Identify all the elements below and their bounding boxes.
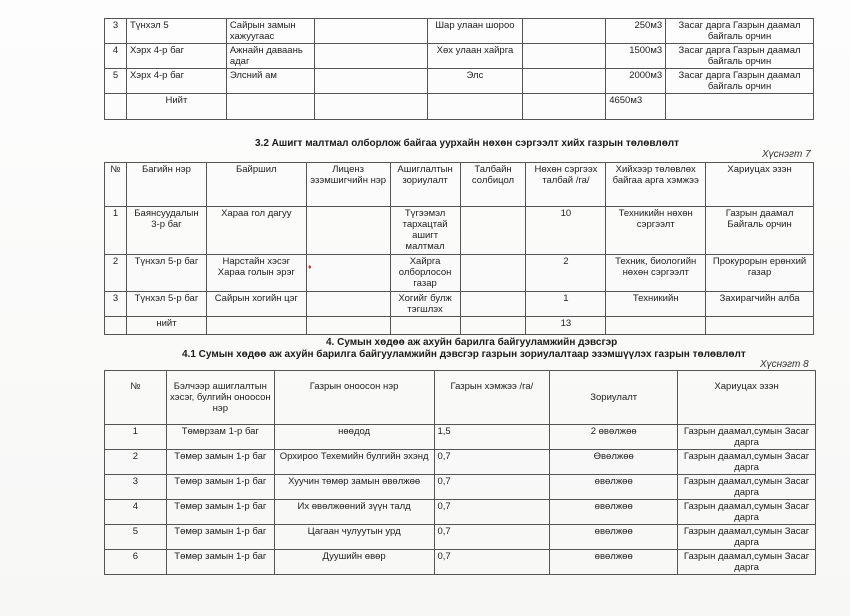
bag-name-cell: Хэрх 4-р баг (126, 44, 226, 69)
responsible-cell: Газрын даамал Байгаль орчин (706, 207, 814, 255)
row-number: 1 (105, 207, 127, 255)
area-cell: 1500м3 (606, 44, 666, 69)
purpose-cell: Өвөлжөө (550, 450, 678, 475)
place-name-cell: Хуучин төмөр замын өвөлжөө (274, 475, 434, 500)
land-size-cell: 1,5 (434, 425, 550, 450)
row-number: 5 (105, 69, 127, 94)
empty-cell (460, 207, 526, 255)
table-row (105, 69, 814, 94)
row-number: 1 (105, 425, 167, 450)
table-header-row (105, 163, 814, 207)
place-name-cell: нөөдод (274, 425, 434, 450)
empty-cell (606, 317, 706, 335)
purpose-cell: өвөлжөө (550, 525, 678, 550)
column-header: Бэлчээр ашиглалтын хэсэг, булгийн оноосон нэр (166, 371, 274, 425)
responsible-cell: Прокурорын ерөнхий газар (706, 255, 814, 292)
total-value: 4650м3 (606, 94, 666, 120)
column-header: Газрын хэмжээ /га/ (434, 371, 550, 425)
column-header: Нөхөн сэргээх талбай /га/ (526, 163, 606, 207)
responsible-cell: Газрын даамал,сумын Засаг дарга (678, 550, 816, 575)
empty-cell (460, 317, 526, 335)
column-header: Лиценз эзэмшигчийн нэр (306, 163, 390, 207)
empty-cell (306, 207, 390, 255)
table-row (105, 425, 816, 450)
location-cell: Сайрын хогийн цэг (206, 292, 306, 317)
place-name-cell: Их өвөлжөөний зүүн талд (274, 500, 434, 525)
table-row (105, 292, 814, 317)
empty-cell (666, 94, 814, 120)
land-size-cell: 0,7 (434, 450, 550, 475)
measure-cell: Техникийн (606, 292, 706, 317)
land-size-cell: 0,7 (434, 500, 550, 525)
place-name-cell: Дуушийн өвөр (274, 550, 434, 575)
responsible-cell: Газрын даамал,сумын Засаг дарга (678, 525, 816, 550)
row-number: 5 (105, 525, 167, 550)
column-header: Хийхээр төлөвлөх байгаа арга хэмжээ (606, 163, 706, 207)
purpose-cell: өвөлжөө (550, 550, 678, 575)
empty-cell (314, 19, 427, 44)
empty-cell (460, 292, 526, 317)
total-label: Нийт (126, 94, 226, 120)
location-cell: Ажнайн даваань адаг (226, 44, 314, 69)
responsible-cell: Засаг дарга Газрын даамал байгаль орчин (666, 44, 814, 69)
land-size-cell: 0,7 (434, 550, 550, 575)
table-row (105, 44, 814, 69)
total-label: нийт (126, 317, 206, 335)
row-number: 4 (105, 44, 127, 69)
empty-cell (706, 317, 814, 335)
purpose-cell: 2 өвөлжөө (550, 425, 678, 450)
mineral-cell: Хөх улаан хайрга (427, 44, 523, 69)
location-cell: Сайрын замын хажуугаас (226, 19, 314, 44)
table-row (105, 550, 816, 575)
total-value: 13 (526, 317, 606, 335)
empty-cell (226, 94, 314, 120)
column-header: Байршил (206, 163, 306, 207)
empty-cell (523, 44, 606, 69)
measure-cell: Техникийн нөхөн сэргээлт (606, 207, 706, 255)
area-cell: 2000м3 (606, 69, 666, 94)
table-8 (104, 370, 816, 575)
table-row (105, 19, 814, 44)
empty-cell (523, 69, 606, 94)
column-header: Багийн нэр (126, 163, 206, 207)
column-header: Хариуцах эзэн (706, 163, 814, 207)
section-4-title: 4. Сумын хөдөө аж ахуйн барилга байгууламжийн дэвсгэр (326, 337, 618, 348)
empty-cell (206, 317, 306, 335)
table-7-caption: Хүснэгт 7 (762, 149, 811, 160)
table-header-row (105, 371, 816, 425)
column-header: № (105, 163, 127, 207)
place-name-cell: Цагаан чулуутын урд (274, 525, 434, 550)
column-header: № (105, 371, 167, 425)
pasture-part-cell: Төмөр замын 1-р баг (166, 550, 274, 575)
empty-cell (105, 317, 127, 335)
table-7 (104, 162, 814, 335)
empty-cell (314, 69, 427, 94)
section-4-1-title: 4.1 Сумын хөдөө аж ахуйн барилга байгууламжийн дэвсгэр газрын зориулалтаар эзэмшүүлэх газрын төлөвлөлт (182, 349, 746, 360)
empty-cell (460, 255, 526, 292)
row-number: 2 (105, 255, 127, 292)
bag-name-cell: Хэрх 4-р баг (126, 69, 226, 94)
table-row (105, 207, 814, 255)
table-row (105, 525, 816, 550)
column-header: Хариуцах эзэн (678, 371, 816, 425)
responsible-cell: Газрын даамал,сумын Засаг дарга (678, 475, 816, 500)
empty-cell (306, 317, 390, 335)
empty-cell (306, 255, 390, 292)
purpose-cell: өвөлжөө (550, 500, 678, 525)
responsible-cell: Засаг дарга Газрын даамал байгаль орчин (666, 69, 814, 94)
empty-cell (105, 94, 127, 120)
column-header: Газрын оноосон нэр (274, 371, 434, 425)
place-name-cell: Орхироо Техемийн булгийн эхэнд (274, 450, 434, 475)
column-header: Талбайн солбицол (460, 163, 526, 207)
bag-name-cell: Түнхэл 5-р баг (126, 255, 206, 292)
section-3-2-title: 3.2 Ашигт малтмал олборлож байгаа уурхайн нөхөн сэргээлт хийх газрын төлөвлөлт (255, 138, 680, 149)
bag-name-cell: Түнхэл 5-р баг (126, 292, 206, 317)
area-cell: 250м3 (606, 19, 666, 44)
table-row (105, 475, 816, 500)
empty-cell (427, 94, 523, 120)
mineral-cell: Шар улаан шороо (427, 19, 523, 44)
location-cell: Нарстайн хэсэг Хараа голын эрэг (206, 255, 306, 292)
responsible-cell: Засаг дарга Газрын даамал байгаль орчин (666, 19, 814, 44)
row-number: 3 (105, 475, 167, 500)
location-cell: Хараа гол дагуу (206, 207, 306, 255)
table-total-row (105, 317, 814, 335)
row-number: 6 (105, 550, 167, 575)
pasture-part-cell: Төмөр замын 1-р баг (166, 525, 274, 550)
empty-cell (306, 292, 390, 317)
mineral-cell: Элс (427, 69, 523, 94)
table-top-continuation (104, 18, 814, 120)
area-cell: 2 (526, 255, 606, 292)
responsible-cell: Газрын даамал,сумын Засаг дарга (678, 450, 816, 475)
column-header: Ашиглалтын зориулалт (390, 163, 460, 207)
bag-name-cell: Түнхэл 5 (126, 19, 226, 44)
empty-cell (523, 19, 606, 44)
pasture-part-cell: Төмөр замын 1-р баг (166, 500, 274, 525)
purpose-cell: өвөлжөө (550, 475, 678, 500)
table-8-caption: Хүснэгт 8 (760, 359, 809, 370)
column-header: Зориулалт (550, 371, 678, 425)
land-size-cell: 0,7 (434, 475, 550, 500)
purpose-cell: Хогийг булж тэгшлэх (390, 292, 460, 317)
area-cell: 10 (526, 207, 606, 255)
area-cell: 1 (526, 292, 606, 317)
row-number: 2 (105, 450, 167, 475)
row-number: 3 (105, 292, 127, 317)
empty-cell (390, 317, 460, 335)
location-cell: Элсний ам (226, 69, 314, 94)
responsible-cell: Захирагчийн алба (706, 292, 814, 317)
table-total-row (105, 94, 814, 120)
table-row (105, 500, 816, 525)
responsible-cell: Газрын даамал,сумын Засаг дарга (678, 425, 816, 450)
row-number: 4 (105, 500, 167, 525)
bag-name-cell: Баянсуудалын 3-р баг (126, 207, 206, 255)
empty-cell (314, 44, 427, 69)
land-size-cell: 0,7 (434, 525, 550, 550)
row-number: 3 (105, 19, 127, 44)
red-mark: ♦ (308, 264, 312, 271)
pasture-part-cell: Төмөрзам 1-р баг (166, 425, 274, 450)
empty-cell (314, 94, 427, 120)
pasture-part-cell: Төмөр замын 1-р баг (166, 450, 274, 475)
empty-cell (523, 94, 606, 120)
measure-cell: Техник, биологийн нөхөн сэргээлт (606, 255, 706, 292)
responsible-cell: Газрын даамал,сумын Засаг дарга (678, 500, 816, 525)
table-row (105, 255, 814, 292)
table-row (105, 450, 816, 475)
pasture-part-cell: Төмөр замын 1-р баг (166, 475, 274, 500)
purpose-cell: Хайрга олборлосон газар (390, 255, 460, 292)
purpose-cell: Түгээмэл тархацтай ашигт малтмал (390, 207, 460, 255)
